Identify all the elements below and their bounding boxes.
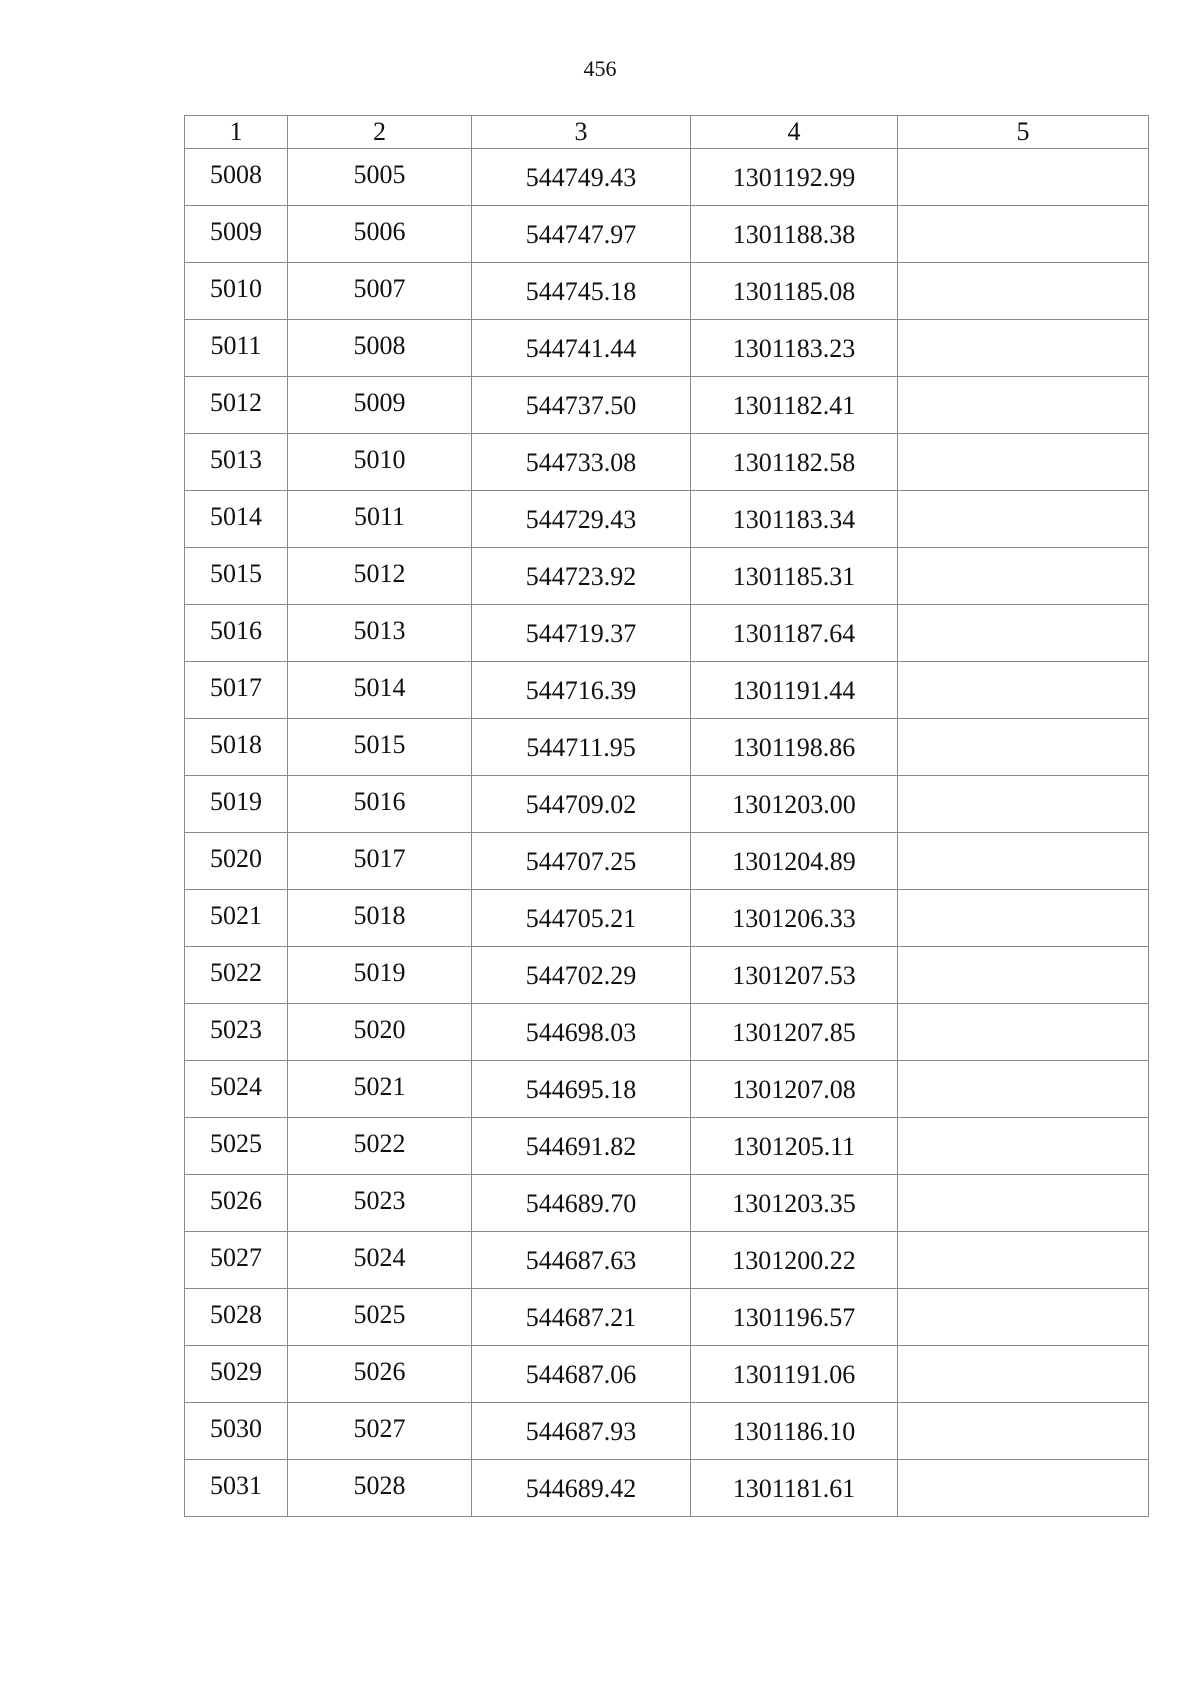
note-cell — [898, 890, 1149, 947]
table-row — [185, 206, 1149, 263]
column-header: 2 — [288, 116, 472, 149]
note-cell — [898, 605, 1149, 662]
point-number: 5017 — [185, 662, 288, 719]
coordinate-y: 1301183.34 — [691, 491, 898, 548]
table-row — [185, 434, 1149, 491]
note-cell — [898, 491, 1149, 548]
coordinate-y: 1301192.99 — [691, 149, 898, 206]
coordinate-x: 544729.43 — [472, 491, 691, 548]
previous-point: 5024 — [288, 1232, 472, 1289]
point-number: 5020 — [185, 833, 288, 890]
column-header: 4 — [691, 116, 898, 149]
coordinate-y: 1301182.41 — [691, 377, 898, 434]
coordinate-x: 544707.25 — [472, 833, 691, 890]
coordinate-y: 1301183.23 — [691, 320, 898, 377]
page-number: 456 — [583, 56, 617, 81]
column-header: 5 — [898, 116, 1149, 149]
point-number: 5019 — [185, 776, 288, 833]
coordinate-x: 544737.50 — [472, 377, 691, 434]
coordinate-x: 544687.93 — [472, 1403, 691, 1460]
table-row — [185, 1289, 1149, 1346]
note-cell — [898, 548, 1149, 605]
coordinate-y: 1301188.38 — [691, 206, 898, 263]
table-row — [185, 1118, 1149, 1175]
note-cell — [898, 947, 1149, 1004]
table-row — [185, 1460, 1149, 1517]
table-row — [185, 662, 1149, 719]
coordinate-x: 544687.06 — [472, 1346, 691, 1403]
point-number: 5028 — [185, 1289, 288, 1346]
note-cell — [898, 263, 1149, 320]
note-cell — [898, 1175, 1149, 1232]
point-number: 5027 — [185, 1232, 288, 1289]
previous-point: 5023 — [288, 1175, 472, 1232]
note-cell — [898, 1289, 1149, 1346]
note-cell — [898, 1004, 1149, 1061]
previous-point: 5018 — [288, 890, 472, 947]
table-row — [185, 548, 1149, 605]
coordinate-x: 544723.92 — [472, 548, 691, 605]
coordinate-y: 1301185.08 — [691, 263, 898, 320]
table-row — [185, 377, 1149, 434]
note-cell — [898, 1061, 1149, 1118]
coordinate-x: 544719.37 — [472, 605, 691, 662]
table-row — [185, 491, 1149, 548]
previous-point: 5014 — [288, 662, 472, 719]
coordinate-x: 544687.63 — [472, 1232, 691, 1289]
note-cell — [898, 1232, 1149, 1289]
point-number: 5026 — [185, 1175, 288, 1232]
point-number: 5031 — [185, 1460, 288, 1517]
note-cell — [898, 776, 1149, 833]
note-cell — [898, 1346, 1149, 1403]
point-number: 5014 — [185, 491, 288, 548]
table-header-row — [185, 116, 1149, 149]
previous-point: 5013 — [288, 605, 472, 662]
column-header: 1 — [185, 116, 288, 149]
previous-point: 5028 — [288, 1460, 472, 1517]
coordinate-x: 544741.44 — [472, 320, 691, 377]
point-number: 5030 — [185, 1403, 288, 1460]
coordinate-x: 544709.02 — [472, 776, 691, 833]
table-row — [185, 1061, 1149, 1118]
point-number: 5021 — [185, 890, 288, 947]
previous-point: 5007 — [288, 263, 472, 320]
coordinate-y: 1301181.61 — [691, 1460, 898, 1517]
coordinate-y: 1301196.57 — [691, 1289, 898, 1346]
previous-point: 5019 — [288, 947, 472, 1004]
point-number: 5009 — [185, 206, 288, 263]
table-row — [185, 320, 1149, 377]
coordinate-x: 544705.21 — [472, 890, 691, 947]
coordinate-x: 544716.39 — [472, 662, 691, 719]
point-number: 5012 — [185, 377, 288, 434]
note-cell — [898, 434, 1149, 491]
table-row — [185, 719, 1149, 776]
coordinate-y: 1301207.85 — [691, 1004, 898, 1061]
table-row — [185, 1232, 1149, 1289]
previous-point: 5026 — [288, 1346, 472, 1403]
point-number: 5022 — [185, 947, 288, 1004]
point-number: 5011 — [185, 320, 288, 377]
table-body — [185, 149, 1149, 1517]
coordinate-x: 544749.43 — [472, 149, 691, 206]
note-cell — [898, 320, 1149, 377]
note-cell — [898, 1460, 1149, 1517]
coordinate-x: 544711.95 — [472, 719, 691, 776]
point-number: 5013 — [185, 434, 288, 491]
point-number: 5025 — [185, 1118, 288, 1175]
coordinate-x: 544745.18 — [472, 263, 691, 320]
previous-point: 5010 — [288, 434, 472, 491]
coordinate-y: 1301187.64 — [691, 605, 898, 662]
coordinate-y: 1301200.22 — [691, 1232, 898, 1289]
previous-point: 5027 — [288, 1403, 472, 1460]
table-row — [185, 833, 1149, 890]
previous-point: 5021 — [288, 1061, 472, 1118]
point-number: 5023 — [185, 1004, 288, 1061]
column-header: 3 — [472, 116, 691, 149]
table-row — [185, 149, 1149, 206]
coordinate-y: 1301182.58 — [691, 434, 898, 491]
note-cell — [898, 833, 1149, 890]
previous-point: 5025 — [288, 1289, 472, 1346]
previous-point: 5012 — [288, 548, 472, 605]
coordinate-y: 1301206.33 — [691, 890, 898, 947]
table-row — [185, 605, 1149, 662]
previous-point: 5011 — [288, 491, 472, 548]
coordinate-y: 1301205.11 — [691, 1118, 898, 1175]
coordinate-x: 544691.82 — [472, 1118, 691, 1175]
previous-point: 5020 — [288, 1004, 472, 1061]
point-number: 5029 — [185, 1346, 288, 1403]
coordinate-x: 544687.21 — [472, 1289, 691, 1346]
note-cell — [898, 1118, 1149, 1175]
coordinate-y: 1301207.08 — [691, 1061, 898, 1118]
table-row — [185, 1346, 1149, 1403]
coordinate-y: 1301203.00 — [691, 776, 898, 833]
coordinate-y: 1301185.31 — [691, 548, 898, 605]
coordinate-y: 1301198.86 — [691, 719, 898, 776]
point-number: 5015 — [185, 548, 288, 605]
point-number: 5010 — [185, 263, 288, 320]
coordinate-x: 544702.29 — [472, 947, 691, 1004]
coordinate-x: 544733.08 — [472, 434, 691, 491]
point-number: 5018 — [185, 719, 288, 776]
previous-point: 5005 — [288, 149, 472, 206]
note-cell — [898, 1403, 1149, 1460]
coordinate-y: 1301204.89 — [691, 833, 898, 890]
note-cell — [898, 149, 1149, 206]
coordinate-y: 1301186.10 — [691, 1403, 898, 1460]
note-cell — [898, 206, 1149, 263]
previous-point: 5009 — [288, 377, 472, 434]
table-row — [185, 1004, 1149, 1061]
previous-point: 5008 — [288, 320, 472, 377]
coordinate-x: 544747.97 — [472, 206, 691, 263]
coordinate-x: 544695.18 — [472, 1061, 691, 1118]
table-row — [185, 263, 1149, 320]
note-cell — [898, 719, 1149, 776]
note-cell — [898, 662, 1149, 719]
coordinate-x: 544698.03 — [472, 1004, 691, 1061]
point-number: 5016 — [185, 605, 288, 662]
previous-point: 5015 — [288, 719, 472, 776]
coordinate-y: 1301191.06 — [691, 1346, 898, 1403]
coordinate-y: 1301203.35 — [691, 1175, 898, 1232]
point-number: 5024 — [185, 1061, 288, 1118]
coordinate-y: 1301191.44 — [691, 662, 898, 719]
previous-point: 5017 — [288, 833, 472, 890]
previous-point: 5006 — [288, 206, 472, 263]
table-row — [185, 947, 1149, 1004]
table-row — [185, 1175, 1149, 1232]
coordinate-y: 1301207.53 — [691, 947, 898, 1004]
previous-point: 5016 — [288, 776, 472, 833]
table-row — [185, 776, 1149, 833]
point-number: 5008 — [185, 149, 288, 206]
coordinate-x: 544689.70 — [472, 1175, 691, 1232]
coordinates-table — [184, 115, 1149, 1517]
previous-point: 5022 — [288, 1118, 472, 1175]
table-row — [185, 1403, 1149, 1460]
table-row — [185, 890, 1149, 947]
coordinate-x: 544689.42 — [472, 1460, 691, 1517]
note-cell — [898, 377, 1149, 434]
